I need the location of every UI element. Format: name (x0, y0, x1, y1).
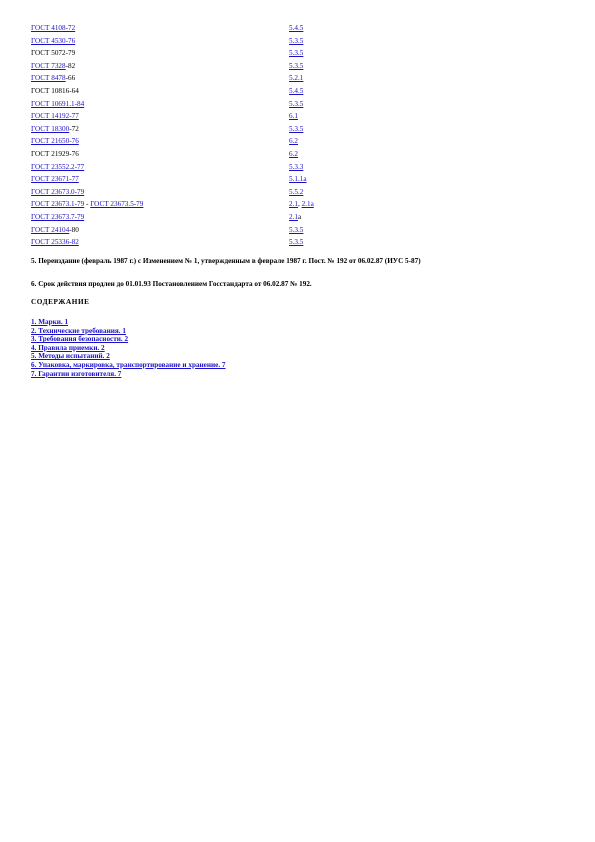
contents-link[interactable]: 6. Упаковка, маркировка, транспортирование и хранение. 7 (31, 360, 226, 369)
clause-link[interactable]: 5.3.5 (289, 225, 304, 234)
contents-heading: СОДЕРЖАНИЕ (31, 298, 90, 306)
standard-link[interactable]: ГОСТ 7328 (31, 61, 66, 70)
reference-document (31, 198, 143, 211)
contents-link[interactable]: 4. Правила приемки. 2 (31, 343, 105, 352)
contents-link[interactable]: 3. Требования безопасности. 2 (31, 335, 129, 344)
reference-document (31, 35, 75, 48)
clause-link[interactable]: 2.1 (289, 200, 298, 209)
reference-row (31, 135, 351, 148)
reference-row (31, 98, 351, 111)
reference-document (31, 98, 84, 111)
reference-clause (289, 110, 298, 123)
reference-row (31, 35, 351, 48)
reference-document (31, 47, 75, 60)
standard-link[interactable]: ГОСТ 23552.2-77 (31, 162, 85, 171)
reference-document (31, 148, 79, 161)
clause-link[interactable]: 2.1 (289, 212, 298, 221)
standard-text: -80 (69, 225, 79, 234)
reference-clause (289, 123, 303, 136)
contents-item (31, 335, 226, 344)
standard-text: ГОСТ 5072-79 (31, 49, 76, 58)
clause-link[interactable]: 5.3.5 (289, 61, 304, 70)
reference-clause (289, 161, 303, 174)
clause-link[interactable]: 5.3.5 (289, 124, 304, 133)
contents-item (31, 370, 226, 379)
reference-document (31, 186, 84, 199)
contents-list (31, 318, 226, 378)
clause-link[interactable]: 2.1а (301, 200, 314, 209)
standard-link[interactable]: ГОСТ 25336-82 (31, 238, 79, 247)
clause-link[interactable]: 6.2 (289, 149, 298, 158)
clause-link[interactable]: 5.4.5 (289, 86, 304, 95)
clause-link[interactable]: 5.3.5 (289, 36, 304, 45)
reference-row (31, 173, 351, 186)
contents-link[interactable]: 1. Марки. 1 (31, 318, 69, 326)
reference-document (31, 224, 79, 237)
contents-link[interactable]: 7. Гарантии изготовителя. 7 (31, 369, 122, 378)
clause-link[interactable]: 6.1 (289, 112, 298, 121)
reference-row (31, 198, 351, 211)
clause-link[interactable]: 5.3.5 (289, 49, 304, 58)
clause-link[interactable]: 6.2 (289, 137, 298, 146)
standard-link[interactable]: ГОСТ 23673.1-79 (31, 200, 85, 209)
clause-link[interactable]: 5.5.2 (289, 187, 304, 196)
reference-document (31, 135, 79, 148)
standard-text: ГОСТ 10816-64 (31, 86, 79, 95)
clause-text: а (297, 212, 302, 221)
reference-clause (289, 60, 303, 73)
contents-link[interactable]: 2. Технические требования. 1 (31, 326, 126, 335)
reference-row (31, 161, 351, 174)
contents-item (31, 361, 226, 370)
reference-row (31, 110, 351, 123)
reference-row (31, 47, 351, 60)
reference-row (31, 186, 351, 199)
clause-link[interactable]: 5.3.5 (289, 238, 304, 247)
reference-document (31, 211, 84, 224)
standard-text: -82 (65, 61, 76, 70)
reference-document (31, 123, 79, 136)
reference-clause (289, 47, 303, 60)
standard-text: - (84, 200, 91, 209)
reference-document (31, 22, 75, 35)
reference-document (31, 110, 79, 123)
standard-link[interactable]: ГОСТ 4530-76 (31, 36, 76, 45)
standard-link[interactable]: ГОСТ 10691.1-84 (31, 99, 85, 108)
clause-text: , (297, 200, 302, 209)
reference-document (31, 72, 75, 85)
clause-link[interactable]: 5.3.5 (289, 99, 304, 108)
reference-clause (289, 236, 303, 249)
contents-item (31, 318, 226, 327)
clause-link[interactable]: 5.3.3 (289, 162, 304, 171)
reference-clause (289, 186, 303, 199)
contents-item (31, 344, 226, 353)
standard-link[interactable]: ГОСТ 8478 (31, 74, 66, 83)
reference-row (31, 224, 351, 237)
contents-item (31, 352, 226, 361)
reference-row (31, 85, 351, 98)
standard-link[interactable]: ГОСТ 23673.0-79 (31, 187, 85, 196)
reference-row (31, 22, 351, 35)
reference-document (31, 60, 75, 73)
reference-clause (289, 148, 298, 161)
reference-clause (289, 85, 303, 98)
standard-link[interactable]: ГОСТ 23671-77 (31, 175, 79, 184)
standard-link[interactable]: ГОСТ 21650-76 (31, 137, 79, 146)
reference-clause (289, 173, 307, 186)
clause-link[interactable]: 5.2.1 (289, 74, 304, 83)
reference-row (31, 148, 351, 161)
reference-row (31, 60, 351, 73)
reissue-note: 5. Переиздание (февраль 1987 г.) с Изменением № 1, утвержденным в феврале 1987 г. Пост. № 192 от 06.02.87 (ИУС 5-87) (31, 257, 421, 265)
standard-link[interactable]: ГОСТ 18300 (31, 124, 70, 133)
reference-row (31, 123, 351, 136)
reference-clause (289, 98, 303, 111)
validity-note: 6. Срок действия продлен до 01.01.93 Постановлением Госстандарта от 06.02.87 № 192. (31, 280, 312, 288)
standard-link[interactable]: ГОСТ 24104 (31, 225, 70, 234)
references-table (31, 22, 351, 249)
standard-text: -72 (69, 124, 79, 133)
contents-link[interactable]: 5. Методы испытаний. 2 (31, 352, 110, 361)
reference-clause (289, 224, 303, 237)
standard-link[interactable]: ГОСТ 14192-77 (31, 112, 79, 121)
clause-link[interactable]: 5.4.5 (289, 24, 304, 32)
reference-document (31, 236, 79, 249)
standard-link[interactable]: ГОСТ 4108-72 (31, 24, 76, 32)
standard-link[interactable]: ГОСТ 23673.5-79 (90, 200, 144, 209)
reference-clause (289, 35, 303, 48)
standard-text: ГОСТ 21929-76 (31, 149, 79, 158)
reference-document (31, 85, 79, 98)
reference-row (31, 72, 351, 85)
clause-link[interactable]: 5.1.1а (289, 175, 307, 184)
standard-text: -66 (65, 74, 76, 83)
reference-document (31, 161, 84, 174)
reference-clause (289, 72, 303, 85)
reference-clause (289, 135, 298, 148)
reference-document (31, 173, 79, 186)
reference-row (31, 236, 351, 249)
standard-link[interactable]: ГОСТ 23673.7-79 (31, 212, 85, 221)
reference-row (31, 211, 351, 224)
reference-clause (289, 22, 303, 35)
contents-item (31, 327, 226, 336)
reference-clause (289, 211, 301, 224)
reference-clause (289, 198, 314, 211)
